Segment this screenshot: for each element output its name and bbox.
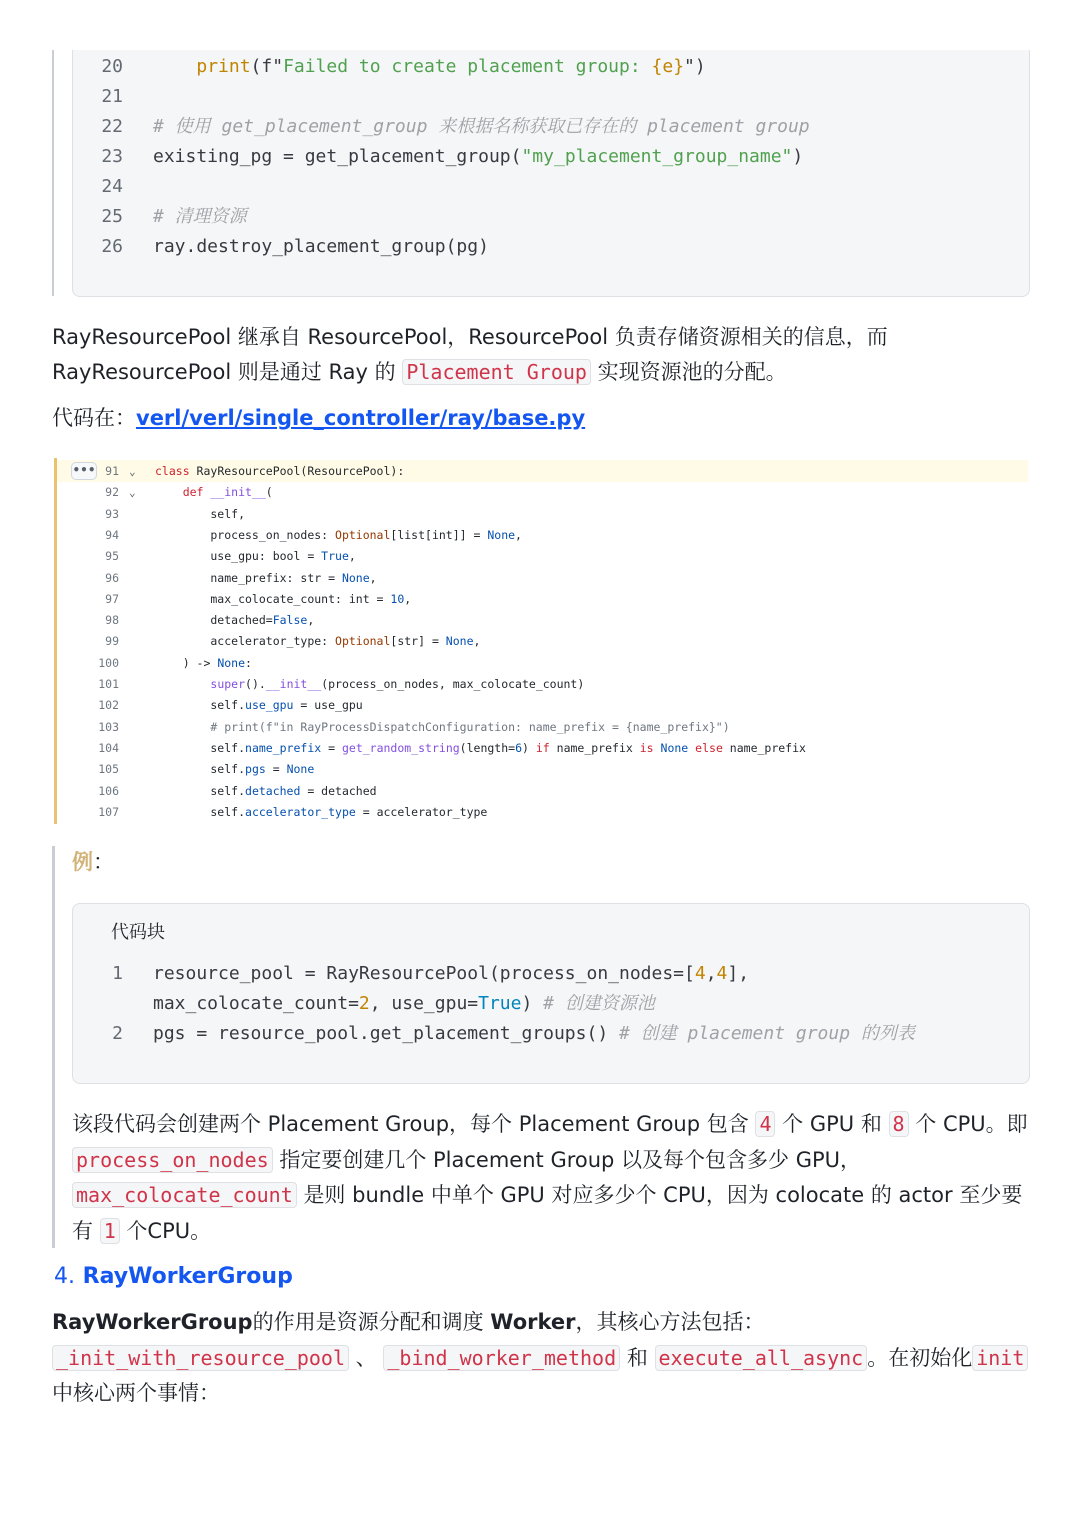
line-number: 91	[105, 464, 119, 478]
line-number: 92	[105, 485, 119, 500]
text: 个 CPU。即	[915, 1112, 1028, 1136]
code-text: print(f"Failed to create placement group: {e}")	[196, 56, 706, 77]
line-number: 21	[101, 86, 123, 107]
chevron-down-icon[interactable]: ⌄	[129, 486, 136, 500]
screenshot-code-line	[57, 504, 1028, 525]
more-options-icon[interactable]: •••	[71, 462, 97, 480]
code-text: pgs = resource_pool.get_placement_groups() # 创建 placement group 的列表	[153, 1023, 915, 1044]
text: 个 GPU 和	[782, 1112, 882, 1136]
code-text: accelerator_type: Optional[str] = None,	[155, 634, 481, 649]
line-number: 106	[98, 783, 119, 798]
code-text: resource_pool = RayResourcePool(process_on_nodes=[4,4],	[153, 963, 750, 984]
section-heading	[54, 1260, 293, 1294]
code-screenshot	[54, 458, 1028, 824]
code-text: ray.destroy_placement_group(pg)	[153, 236, 489, 257]
text: 该段代码会创建两个 Placement Group，每个 Placement Group 包含	[72, 1112, 749, 1136]
code-text: existing_pg = get_placement_group("my_placement_group_name")	[153, 146, 804, 167]
line-number: 22	[101, 116, 123, 137]
screenshot-code-line	[57, 738, 1028, 759]
inline-code-process-on-nodes: process_on_nodes	[72, 1147, 273, 1173]
text: RayResourcePool 则是通过 Ray 的	[52, 360, 396, 384]
screenshot-code-line	[57, 695, 1028, 716]
paragraph-line: RayResourcePool 继承自 ResourcePool，ResourcePool 负责存储资源相关的信息，而	[52, 325, 888, 349]
screenshot-code-line	[57, 802, 1028, 823]
screenshot-code-line	[57, 653, 1028, 674]
line-number: 26	[101, 236, 123, 257]
inline-code-execute-all-async: execute_all_async	[655, 1345, 868, 1371]
code-location-link[interactable]: verl/verl/single_controller/ray/base.py	[136, 406, 586, 430]
line-number: 100	[98, 655, 119, 670]
inline-code-init-with-resource-pool: _init_with_resource_pool	[52, 1345, 349, 1371]
inline-code: 8	[889, 1111, 909, 1137]
line-number: 23	[101, 146, 123, 167]
line-number: 24	[101, 176, 123, 197]
line-number: 1	[112, 963, 123, 984]
code-location-label: 代码在：	[52, 406, 136, 430]
screenshot-code-line	[57, 717, 1028, 738]
quote-bar	[52, 846, 55, 1248]
code-text: self.use_gpu = use_gpu	[155, 698, 363, 713]
line-number: 101	[98, 677, 119, 691]
inline-code-max-colocate-count: max_colocate_count	[72, 1182, 297, 1208]
code-text: use_gpu: bool = True,	[155, 549, 356, 564]
text: 的作用是资源分配和调度	[252, 1310, 484, 1334]
code-text: # 使用 get_placement_group 来根据名称获取已存在的 placement group	[153, 116, 810, 137]
line-number: 99	[105, 634, 119, 649]
screenshot-code-line	[57, 674, 1028, 695]
inline-code: 4	[755, 1111, 775, 1137]
code-text: ) -> None:	[155, 655, 252, 670]
text: 。在初始化	[867, 1345, 973, 1370]
text: ，其核心方法包括：	[575, 1310, 765, 1334]
paragraph-ray-worker-group	[52, 1305, 1032, 1412]
code-text: # 清理资源	[153, 206, 247, 227]
screenshot-code-line	[57, 568, 1028, 589]
example-colon: ：	[93, 850, 114, 874]
example-label	[72, 846, 114, 878]
code-block-example	[72, 903, 1030, 1084]
text: 个CPU。	[126, 1218, 212, 1243]
text: 实现资源池的分配。	[597, 360, 787, 384]
line-number: 93	[105, 506, 119, 521]
line-number: 98	[105, 613, 119, 628]
line-number: 94	[105, 527, 119, 542]
chevron-down-icon[interactable]: ⌄	[129, 465, 136, 478]
example-description	[72, 1107, 1032, 1249]
text: 和	[626, 1345, 648, 1370]
code-text: class RayResourcePool(ResourcePool):	[155, 464, 405, 478]
code-text: max_colocate_count: int = 10,	[155, 591, 412, 606]
code-text: detached=False,	[155, 613, 315, 628]
screenshot-code-line	[57, 461, 1028, 482]
text: 中核心两个事情：	[52, 1381, 220, 1405]
text: 是则 bundle 中单个 GPU 对应多少个 CPU，因为 colocate 的 actor 至少要有	[72, 1183, 1023, 1243]
code-block-title: 代码块	[111, 922, 165, 943]
code-text: super().__init__(process_on_nodes, max_colocate_count)	[210, 677, 585, 691]
bold-text: RayWorkerGroup	[52, 1310, 253, 1334]
inline-code-init: init	[972, 1345, 1028, 1371]
section-number: 4.	[54, 1264, 75, 1289]
quote-bar	[52, 50, 54, 296]
inline-code-bind-worker-method: _bind_worker_method	[383, 1345, 620, 1371]
screenshot-code-line	[57, 631, 1028, 652]
code-text: self.detached = detached	[155, 783, 377, 798]
code-text: self.accelerator_type = accelerator_type	[155, 804, 488, 819]
code-text: def __init__(	[182, 485, 273, 500]
line-number: 96	[105, 570, 119, 585]
example-label-text: 例	[72, 850, 93, 874]
screenshot-code-line	[57, 781, 1028, 802]
text: 指定要创建几个 Placement Group 以及每个包含多少 GPU，	[279, 1147, 862, 1172]
line-number: 20	[101, 56, 123, 77]
line-number: 104	[98, 740, 119, 755]
screenshot-code-line	[57, 482, 1028, 503]
section-title: RayWorkerGroup	[82, 1264, 293, 1289]
screenshot-code-line	[57, 525, 1028, 546]
line-number: 107	[98, 804, 119, 819]
code-text: self,	[155, 506, 246, 521]
code-location	[52, 401, 585, 436]
line-number: 102	[98, 698, 119, 713]
paragraph-ray-resource-pool	[52, 320, 888, 390]
line-number: 97	[105, 591, 119, 606]
code-text: self.name_prefix = get_random_string(length=6) if name_prefix is None else name_prefix	[155, 740, 806, 755]
screenshot-code-line	[57, 759, 1028, 780]
line-number: 103	[98, 719, 119, 734]
code-text: process_on_nodes: Optional[list[int]] = None,	[155, 527, 522, 542]
paragraph-line	[52, 355, 888, 390]
screenshot-code-line	[57, 610, 1028, 631]
screenshot-code-line	[57, 546, 1028, 567]
screenshot-code-line	[57, 589, 1028, 610]
text: 、	[355, 1345, 377, 1370]
line-number: 25	[101, 206, 123, 227]
bold-text: Worker	[490, 1310, 576, 1334]
code-block-top	[72, 50, 1030, 297]
line-number: 105	[98, 762, 119, 777]
inline-code: 1	[100, 1218, 120, 1244]
code-text: self.pgs = None	[155, 762, 315, 777]
line-number: 2	[112, 1023, 123, 1044]
code-text: # print(f"in RayProcessDispatchConfiguration: name_prefix = {name_prefix}")	[155, 719, 730, 734]
code-text: max_colocate_count=2, use_gpu=True) # 创建资源池	[153, 993, 655, 1014]
inline-code-placement-group: Placement Group	[402, 359, 591, 385]
code-text: name_prefix: str = None,	[155, 570, 377, 585]
line-number: 95	[105, 549, 119, 564]
